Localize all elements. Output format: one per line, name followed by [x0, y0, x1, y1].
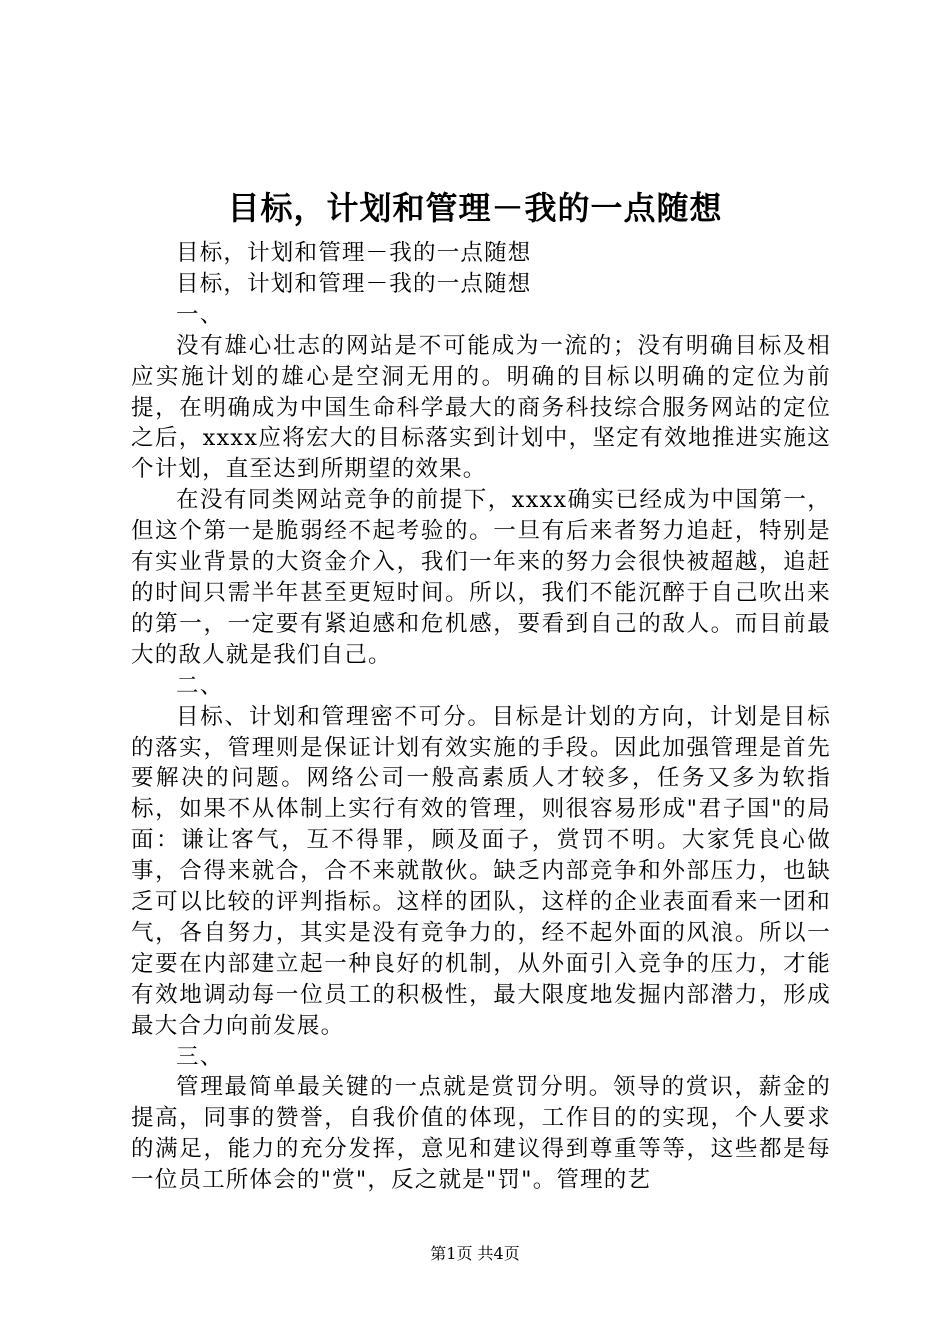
page-title: 目标，计划和管理－我的一点随想: [227, 189, 723, 227]
paragraph-subtitle-2: 目标，计划和管理－我的一点随想: [176, 270, 532, 297]
paragraph: 没有雄心壮志的网站是不可能成为一流的；没有明确目标及相应实施计划的雄心是空洞无用的。明确的目标以明确的定位为前提，在明确成为中国生命科学最大的商务科技综合服务网站的定位之后，xxxx应将宏大的目标落实到计划中，坚定有效地推进实施这个计划，直至达到所期望的效果。: [131, 332, 831, 483]
paragraph: 在没有同类网站竞争的前提下，xxxx确实已经成为中国第一，但这个第一是脆弱经不起考验的。一旦有后来者努力追赶，特别是有实业背景的大资金介入，我们一年来的努力会很快被超越，追赶的时间只需半年甚至更短时间。所以，我们不能沉醉于自己吹出来的第一，一定要有紧迫感和危机感，要看到自己的敌人。而目前最大的敌人就是我们自己。: [131, 487, 831, 668]
paragraph-subtitle-1: 目标，计划和管理－我的一点随想: [176, 240, 532, 266]
paragraph: 目标、计划和管理密不可分。目标是计划的方向，计划是目标的落实，管理则是保证计划有效实施的手段。因此加强管理是首先要解决的问题。网络公司一般高素质人才较多，任务又多为软指标，如果不从体制上实行有效的管理，则很容易形成"君子国"的局面：谦让客气，互不得罪，顾及面子，赏罚不明。大家凭良心做事，合得来就合，合不来就散伙。缺乏内部竞争和外部压力，也缺乏可以比较的评判指标。这样的团队，这样的企业表面看来一团和气，各自努力，其实是没有竞争力的，经不起外面的风浪。所以一定要在内部建立起一种良好的机制，从外面引入竞争的压力，才能有效地调动每一位员工的积极性，最大限度地发掘内部潜力，形成最大合力向前发展。: [131, 703, 831, 1039]
paragraph: 管理最简单最关键的一点就是赏罚分明。领导的赏识，薪金的提高，同事的赞誉，自我价值的体现，工作目的的实现，个人要求的满足，能力的充分发挥，意见和建议得到尊重等等，这些都是每一位员工所体会的"赏"，反之就是"罚"。管理的艺: [131, 1074, 831, 1194]
page-footer: 第1页 共4页: [430, 1244, 520, 1263]
section-heading-1: 一、: [176, 301, 224, 328]
section-heading-3: 三、: [176, 1043, 224, 1070]
section-heading-2: 二、: [176, 672, 224, 699]
document-body: [131, 238, 831, 1196]
